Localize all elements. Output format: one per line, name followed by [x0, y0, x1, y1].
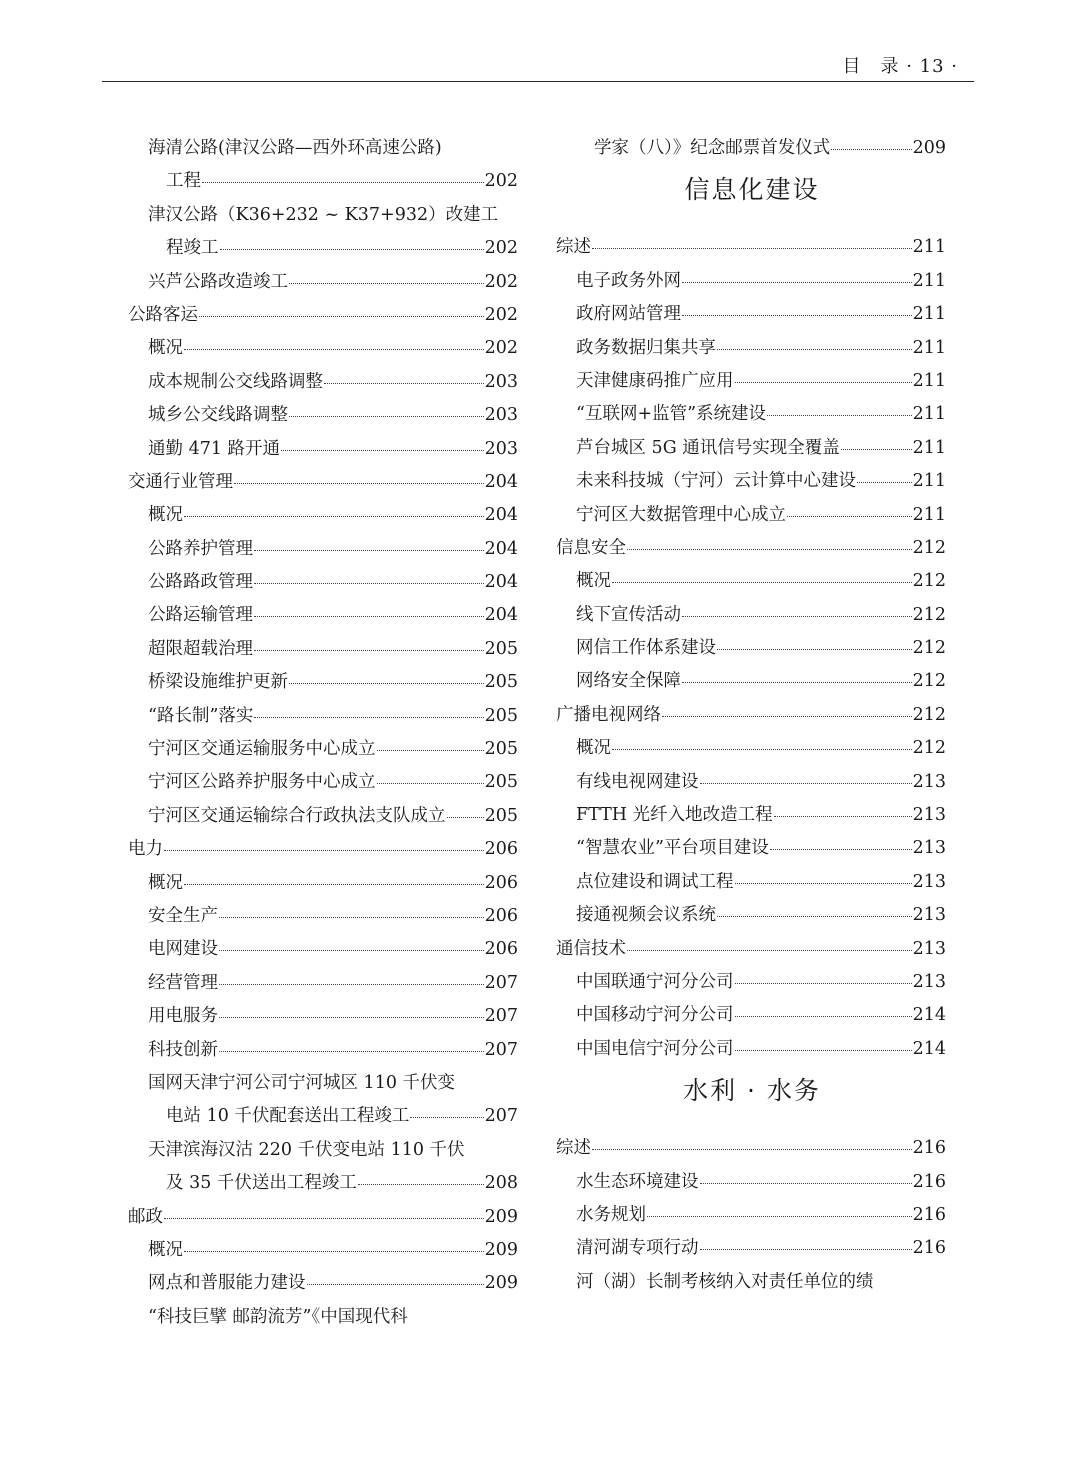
toc-entry-title: 电力 [128, 839, 163, 860]
toc-entry-title: 电网建设 [148, 939, 218, 960]
dot-leader [234, 473, 484, 484]
dot-leader [682, 606, 912, 617]
toc-entry[interactable] [128, 800, 518, 833]
dot-leader [735, 1040, 912, 1051]
toc-entry-page: 203 [484, 438, 518, 459]
toc-entry-title: 广播电视网络 [556, 704, 661, 725]
dot-leader [447, 807, 484, 818]
toc-entry[interactable] [128, 633, 518, 666]
toc-entry-title: 程竣工 [166, 238, 219, 259]
toc-entry-page: 212 [912, 537, 946, 558]
toc-entry[interactable] [128, 933, 518, 966]
dot-leader [289, 406, 484, 417]
toc-entry-page: 213 [912, 971, 946, 992]
header-rule [102, 81, 974, 82]
dot-leader [770, 839, 912, 850]
toc-entry-title: “互联网+监管”系统建设 [576, 404, 767, 425]
toc-entry[interactable] [128, 266, 518, 299]
dot-leader [254, 573, 484, 584]
toc-entry-title: 安全生产 [148, 905, 218, 926]
dot-leader [377, 740, 484, 751]
dot-leader [612, 739, 912, 750]
toc-entry[interactable] [556, 632, 946, 665]
toc-entry-page: 202 [484, 304, 518, 325]
toc-entry-title: 有线电视网建设 [576, 771, 699, 792]
toc-entry[interactable] [556, 766, 946, 799]
toc-entry-title: 学家（八）》纪念邮票首发仪式 [594, 138, 831, 158]
toc-entry-title: 用电服务 [148, 1006, 218, 1027]
toc-entry-title: 概况 [148, 872, 183, 893]
dot-leader [717, 906, 912, 917]
toc-entry-page: 212 [912, 571, 946, 592]
toc-entry-page: 211 [912, 437, 946, 458]
dot-leader [324, 373, 484, 384]
dot-leader [281, 440, 484, 451]
dot-leader [184, 874, 484, 885]
toc-entry[interactable] [128, 1167, 518, 1200]
toc-entry-title: 宁河区交通运输综合行政执法支队成立 [148, 805, 446, 826]
toc-column-right [556, 132, 946, 1299]
dot-leader [592, 238, 912, 249]
toc-entry[interactable] [128, 900, 518, 933]
toc-entry: 国网天津宁河公司宁河城区 110 千伏变 [148, 1072, 456, 1093]
toc-entry[interactable] [128, 1234, 518, 1267]
dot-leader [682, 272, 912, 283]
toc-entry[interactable] [128, 599, 518, 632]
toc-entry[interactable] [556, 365, 946, 398]
toc-entry-title: 宁河区公路养护服务中心成立 [148, 772, 376, 793]
toc-entry-page: 214 [912, 1005, 946, 1026]
toc-entry[interactable] [556, 899, 946, 932]
toc-entry-title: 宁河区大数据管理中心成立 [576, 504, 786, 525]
toc-entry-page: 205 [484, 638, 518, 659]
dot-leader [254, 540, 484, 551]
toc-entry[interactable] [128, 1201, 518, 1234]
toc-entry-page: 211 [912, 304, 946, 325]
toc-entry-page: 216 [912, 1138, 946, 1159]
toc-entry[interactable] [556, 665, 946, 698]
toc-entry-page: 206 [484, 839, 518, 860]
dot-leader [219, 907, 484, 918]
dot-leader [202, 172, 484, 183]
dot-leader [254, 640, 484, 651]
toc-entry[interactable] [128, 566, 518, 599]
toc-entry-title: “智慧农业”平台项目建设 [576, 838, 769, 859]
toc-entry-page: 213 [912, 905, 946, 926]
toc-entry: 津汉公路（K36+232 ~ K37+932）改建工 [148, 204, 499, 225]
toc-entry-title: 宁河区交通运输服务中心成立 [148, 739, 376, 760]
dot-leader [592, 1139, 912, 1150]
toc-entry-page: 208 [484, 1173, 518, 1194]
toc-entry[interactable] [556, 933, 946, 966]
toc-entry-title: 公路运输管理 [148, 605, 253, 626]
toc-entry[interactable] [556, 699, 946, 732]
toc-entry-title: 成本规制公交线路调整 [148, 371, 323, 392]
dot-leader [627, 940, 912, 951]
toc-entry[interactable] [128, 967, 518, 1000]
toc-entry-title: 中国联通宁河分公司 [576, 971, 734, 992]
toc-entry-page: 209 [484, 1273, 518, 1294]
toc-entry-page: 209 [912, 138, 946, 158]
toc-entry[interactable] [556, 432, 946, 465]
toc-entry[interactable] [556, 565, 946, 598]
toc-entry-title: 电站 10 千伏配套送出工程竣工 [166, 1106, 410, 1127]
section-title-water: 水利 · 水务 [683, 1076, 821, 1106]
toc-entry-page: 214 [912, 1038, 946, 1059]
toc-entry-title: 网信工作体系建设 [576, 638, 716, 659]
toc-entry[interactable] [556, 599, 946, 632]
toc-entry[interactable] [556, 265, 946, 298]
dot-leader [220, 239, 484, 250]
toc-entry[interactable] [128, 332, 518, 365]
toc-entry-page: 205 [484, 672, 518, 693]
toc-entry[interactable] [556, 1199, 946, 1232]
toc-entry[interactable] [128, 666, 518, 699]
toc-entry-page: 211 [912, 337, 946, 358]
toc-entry-page: 213 [912, 838, 946, 859]
toc-entry-page: 202 [484, 238, 518, 259]
toc-entry: 河（湖）长制考核纳入对责任单位的绩 [576, 1271, 874, 1292]
dot-leader [164, 840, 484, 851]
dot-leader [612, 572, 912, 583]
dot-leader [774, 806, 912, 817]
toc-entry-title: 经营管理 [148, 972, 218, 993]
toc-entry-title: 未来科技城（宁河）云计算中心建设 [576, 471, 856, 492]
toc-entry-page: 207 [484, 1106, 518, 1127]
toc-entry-page: 202 [484, 338, 518, 359]
toc-entry: “科技巨擘 邮韵流芳”《中国现代科 [148, 1306, 408, 1327]
toc-entry-title: 交通行业管理 [128, 471, 233, 492]
toc-entry[interactable] [128, 165, 518, 198]
toc-entry[interactable] [128, 299, 518, 332]
toc-entry[interactable] [128, 1000, 518, 1033]
dot-leader [700, 1173, 912, 1184]
dot-leader [841, 439, 912, 450]
toc-entry-title: 中国电信宁河分公司 [576, 1038, 734, 1059]
toc-entry-title: 接通视频会议系统 [576, 905, 716, 926]
toc-entry-title: 超限超载治理 [148, 638, 253, 659]
dot-leader [700, 1239, 912, 1250]
toc-entry-title: 综述 [556, 1138, 591, 1159]
dot-leader [767, 405, 912, 416]
toc-entry-title: 水务规划 [576, 1204, 646, 1225]
dot-leader [717, 339, 912, 350]
toc-entry-title: 通信技术 [556, 938, 626, 959]
dot-leader [219, 940, 484, 951]
toc-entry-page: 206 [484, 905, 518, 926]
toc-entry-page: 211 [912, 504, 946, 525]
toc-entry[interactable] [128, 766, 518, 799]
running-head: 目 录 · 13 · [842, 56, 958, 77]
toc-entry-page: 204 [484, 471, 518, 492]
toc-entry-page: 212 [912, 704, 946, 725]
toc-entry[interactable] [556, 1232, 946, 1265]
toc-entry-title: 网络安全保障 [576, 671, 681, 692]
toc-entry-page: 212 [912, 738, 946, 759]
toc-entry-title: 兴芦公路改造竣工 [148, 271, 288, 292]
toc-entry-page: 204 [484, 605, 518, 626]
toc-entry[interactable] [128, 700, 518, 733]
toc-entry-title: 信息安全 [556, 537, 626, 558]
toc-entry-title: 政府网站管理 [576, 304, 681, 325]
toc-entry-page: 204 [484, 538, 518, 559]
dot-leader [184, 506, 484, 517]
toc-entry-page: 207 [484, 1006, 518, 1027]
toc-entry[interactable] [556, 732, 946, 765]
toc-entry-page: 204 [484, 572, 518, 593]
toc-entry-page: 211 [912, 237, 946, 258]
dot-leader [164, 1208, 484, 1219]
toc-entry-title: 公路客运 [128, 304, 198, 325]
toc-entry[interactable] [556, 132, 946, 165]
toc-entry[interactable] [556, 1166, 946, 1199]
toc-entry-title: 城乡公交线路调整 [148, 405, 288, 426]
toc-entry-title: 电子政务外网 [576, 270, 681, 291]
toc-entry-page: 216 [912, 1171, 946, 1192]
dot-leader [717, 639, 912, 650]
toc-entry[interactable] [556, 465, 946, 498]
toc-entry[interactable] [556, 332, 946, 365]
dot-leader [682, 305, 912, 316]
toc-entry-page: 211 [912, 404, 946, 425]
toc-entry-page: 207 [484, 972, 518, 993]
dot-leader [377, 773, 484, 784]
toc-entry-title: 清河湖专项行动 [576, 1238, 699, 1259]
toc-entry-title: 公路养护管理 [148, 538, 253, 559]
toc-entry-page: 205 [484, 772, 518, 793]
toc-entry[interactable] [128, 833, 518, 866]
toc-entry: 海清公路(津汉公路—西外环高速公路) [148, 138, 442, 158]
toc-entry-page: 212 [912, 604, 946, 625]
dot-leader [289, 273, 484, 284]
toc-entry-title: 天津健康码推广应用 [576, 370, 734, 391]
dot-leader [219, 1041, 484, 1052]
toc-entry-page: 211 [912, 270, 946, 291]
toc-entry-page: 212 [912, 638, 946, 659]
toc-entry-page: 213 [912, 938, 946, 959]
toc-column-left [128, 132, 518, 1334]
dot-leader [199, 306, 484, 317]
toc-entry-page: 205 [484, 805, 518, 826]
toc-entry-page: 205 [484, 705, 518, 726]
toc-entry[interactable] [128, 1100, 518, 1133]
toc-entry-title: 概况 [576, 571, 611, 592]
toc-entry[interactable] [128, 733, 518, 766]
toc-entry-title: 概况 [576, 738, 611, 759]
toc-entry[interactable] [556, 298, 946, 331]
toc-entry[interactable] [556, 532, 946, 565]
toc-entry[interactable] [128, 232, 518, 265]
dot-leader [735, 1006, 912, 1017]
toc-entry[interactable] [556, 398, 946, 431]
dot-leader [307, 1274, 484, 1285]
toc-entry-title: 芦台城区 5G 通讯信号实现全覆盖 [576, 437, 840, 458]
toc-entry-title: 及 35 千伏送出工程竣工 [166, 1173, 357, 1194]
toc-entry-title: 概况 [148, 505, 183, 526]
dot-leader [254, 606, 484, 617]
dot-leader [831, 139, 911, 150]
dot-leader [219, 974, 484, 985]
toc-entry-title: 邮政 [128, 1206, 163, 1227]
toc-entry-title: “路长制”落实 [148, 705, 254, 726]
toc-entry[interactable] [556, 832, 946, 865]
toc-entry-page: 206 [484, 939, 518, 960]
dot-leader [682, 672, 912, 683]
toc-entry-page: 203 [484, 371, 518, 392]
dot-leader [254, 707, 483, 718]
toc-entry[interactable] [128, 433, 518, 466]
toc-entry-page: 211 [912, 471, 946, 492]
dot-leader [358, 1174, 484, 1185]
toc-entry-page: 207 [484, 1039, 518, 1060]
toc-entry[interactable] [556, 966, 946, 999]
toc-entry-page: 213 [912, 805, 946, 826]
toc-entry-page: 205 [484, 739, 518, 760]
toc-entry[interactable] [128, 399, 518, 432]
toc-entry[interactable] [556, 866, 946, 899]
toc-entry-title: 政务数据归集共享 [576, 337, 716, 358]
toc-entry-page: 203 [484, 405, 518, 426]
toc-entry-title: 网点和普服能力建设 [148, 1273, 306, 1294]
toc-entry-page: 216 [912, 1204, 946, 1225]
toc-entry-title: FTTH 光纤入地改造工程 [576, 805, 773, 826]
toc-entry[interactable] [556, 231, 946, 264]
toc-entry-page: 202 [484, 271, 518, 292]
dot-leader [184, 339, 484, 350]
dot-leader [219, 1007, 484, 1018]
toc-entry-title: 概况 [148, 1239, 183, 1260]
toc-entry[interactable] [128, 867, 518, 900]
toc-entry-page: 209 [484, 1206, 518, 1227]
section-title-informatization: 信息化建设 [684, 175, 820, 205]
toc-entry-title: 中国移动宁河分公司 [576, 1005, 734, 1026]
toc-entry[interactable] [128, 1034, 518, 1067]
dot-leader [662, 706, 912, 717]
toc-entry-title: 科技创新 [148, 1039, 218, 1060]
dot-leader [700, 773, 912, 784]
toc-entry[interactable] [556, 999, 946, 1032]
dot-leader [289, 673, 484, 684]
toc-entry[interactable] [128, 366, 518, 399]
toc-entry-page: 211 [912, 370, 946, 391]
dot-leader [735, 973, 912, 984]
toc-entry-page: 213 [912, 771, 946, 792]
dot-leader [857, 472, 912, 483]
toc-entry[interactable] [128, 1267, 518, 1300]
toc-entry[interactable] [556, 1033, 946, 1066]
dot-leader [410, 1107, 483, 1118]
dot-leader [787, 506, 912, 517]
toc-entry[interactable] [556, 499, 946, 532]
toc-entry-title: 通勤 471 路开通 [148, 438, 281, 459]
toc-entry-page: 209 [484, 1239, 518, 1260]
toc-entry-page: 204 [484, 505, 518, 526]
toc-entry[interactable] [128, 466, 518, 499]
toc-entry-page: 213 [912, 871, 946, 892]
toc-entry-title: 点位建设和调试工程 [576, 871, 734, 892]
toc-entry[interactable] [556, 799, 946, 832]
dot-leader [627, 539, 912, 550]
toc-entry: 天津滨海汉沽 220 千伏变电站 110 千伏 [148, 1139, 465, 1160]
toc-entry[interactable] [128, 499, 518, 532]
dot-leader [184, 1241, 484, 1252]
toc-entry-page: 212 [912, 671, 946, 692]
dot-leader [647, 1206, 912, 1217]
toc-entry-title: 桥梁设施维护更新 [148, 672, 288, 693]
toc-entry-page: 206 [484, 872, 518, 893]
dot-leader [735, 372, 912, 383]
toc-entry-title: 综述 [556, 237, 591, 258]
toc-entry[interactable] [128, 533, 518, 566]
toc-entry-title: 水生态环境建设 [576, 1171, 699, 1192]
toc-entry-title: 工程 [166, 171, 201, 192]
toc-entry-title: 概况 [148, 338, 183, 359]
toc-entry-page: 202 [484, 171, 518, 192]
toc-entry-title: 公路路政管理 [148, 572, 253, 593]
dot-leader [735, 873, 912, 884]
toc-entry[interactable] [556, 1132, 946, 1165]
toc-entry-page: 216 [912, 1238, 946, 1259]
toc-entry-title: 线下宣传活动 [576, 604, 681, 625]
